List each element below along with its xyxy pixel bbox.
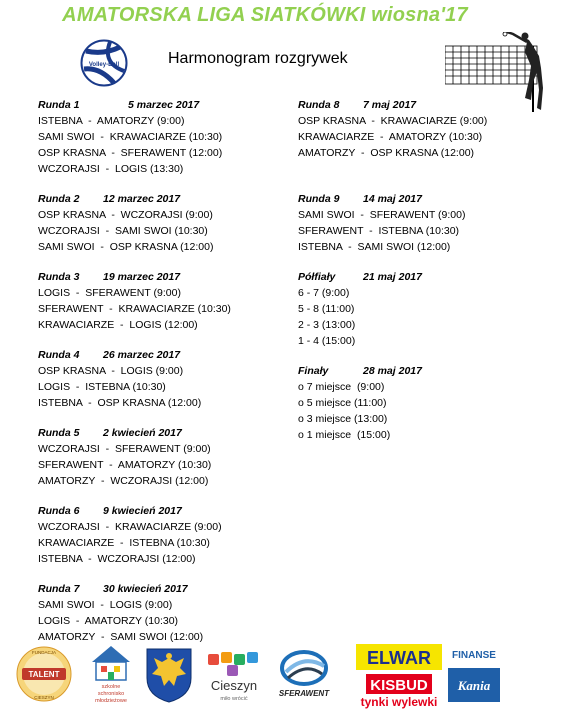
match-line: KRAWACIARZE - LOGIS (12:00) [38,319,198,331]
cieszyn-name: Cieszyn [210,678,258,693]
sponsor-logos [0,640,571,714]
round-date: 7 maj 2017 [363,99,417,111]
match-line: SAMI SWOI - OSP KRASNA (12:00) [38,241,214,253]
match-line: 2 - 3 (13:00) [298,319,356,331]
match-line: WCZORAJSI - LOGIS (13:30) [38,163,184,175]
szkolne-line3: młodzieżowe [95,698,127,704]
kisbud-logo [352,674,446,710]
round-date: 5 marzec 2017 [128,99,200,111]
kisbud-tagline: tynki wylewki [360,695,438,709]
match-line: ISTEBNA - AMATORZY (9:00) [38,115,185,127]
round-name: Runda 4 [38,349,80,361]
round-block [38,425,288,489]
round-block [38,97,288,177]
kisbud-name: KISBUD [370,677,428,694]
round-block [38,269,288,333]
round-block [298,97,558,161]
talent-name: TALENT [28,670,60,679]
match-line: o 1 miejsce (15:00) [298,429,391,441]
round-block [38,347,288,411]
round-block [38,503,288,567]
match-line: o 7 miejsce (9:00) [298,381,385,393]
round-date: 21 maj 2017 [363,271,422,283]
match-line: 1 - 4 (15:00) [298,335,356,347]
finanse-kania-logo [448,646,500,702]
match-line: SAMI SWOI - KRAWACIARZE (10:30) [38,131,223,143]
cieszyn-city-logo [202,650,266,704]
finanse-name: FINANSE [452,650,496,661]
round-block [298,363,558,443]
round-date: 19 marzec 2017 [103,271,181,283]
round-date: 9 kwiecień 2017 [103,505,182,517]
match-line: OSP KRASNA - SFERAWENT (12:00) [38,147,223,159]
match-line: SFERAWENT - AMATORZY (10:30) [38,459,212,471]
match-line: KRAWACIARZE - ISTEBNA (10:30) [38,537,210,549]
szkolne-schronisko-logo [88,640,134,706]
elwar-name: ELWAR [366,648,432,668]
match-line: WCZORAJSI - KRAWACIARZE (9:00) [38,521,222,533]
round-block [298,191,558,255]
szkolne-line1: szkolne [101,684,121,690]
ball-label: Volley-Ball [88,62,120,68]
coat-of-arms-logo [144,646,194,704]
talent-foundation-logo [16,644,72,704]
match-line: SFERAWENT - KRAWACIARZE (10:30) [38,303,231,315]
match-line: AMATORZY - SAMI SWOI (12:00) [38,631,204,643]
round-name: Runda 8 [298,99,340,111]
round-block [298,269,558,349]
round-name: Runda 9 [298,193,340,205]
round-date: 26 marzec 2017 [103,349,181,361]
match-line: OSP KRASNA - KRAWACIARZE (9:00) [298,115,488,127]
match-line: SAMI SWOI - LOGIS (9:00) [38,599,173,611]
finanse-sub: Kania [457,678,491,693]
round-date: 2 kwiecień 2017 [103,427,182,439]
cieszyn-tagline: miło wrócić [220,696,248,702]
match-line: 5 - 8 (11:00) [298,303,355,315]
match-line: LOGIS - AMATORZY (10:30) [38,615,179,627]
round-name: Finały [298,365,329,377]
round-name: Runda 6 [38,505,80,517]
elwar-logo [356,644,442,670]
match-line: SFERAWENT - ISTEBNA (10:30) [298,225,460,237]
match-line: AMATORZY - OSP KRASNA (12:00) [298,147,475,159]
volleyball-icon [80,39,128,87]
page-subtitle: Harmonogram rozgrywek [168,50,348,67]
round-name: Runda 2 [38,193,80,205]
match-line: ISTEBNA - OSP KRASNA (12:00) [38,397,202,409]
round-name: Runda 5 [38,427,80,439]
match-line: o 3 miejsce (13:00) [298,413,388,425]
sferawent-name: SFERAWENT [278,689,330,698]
match-line: SAMI SWOI - SFERAWENT (9:00) [298,209,466,221]
match-line: ISTEBNA - SAMI SWOI (12:00) [298,241,451,253]
sferawent-logo [272,648,336,704]
round-name: Runda 7 [38,583,80,595]
match-line: ISTEBNA - WCZORAJSI (12:00) [38,553,196,565]
match-line: LOGIS - ISTEBNA (10:30) [38,381,166,393]
talent-arc-top: FUNDACJA [31,650,57,655]
round-name: Półfiały [298,271,336,283]
round-block [38,191,288,255]
round-name: Runda 3 [38,271,80,283]
page-title: AMATORSKA LIGA SIATKÓWKI wiosna'17 [62,4,468,26]
match-line: AMATORZY - WCZORAJSI (12:00) [38,475,209,487]
match-line: LOGIS - SFERAWENT (9:00) [38,287,181,299]
match-line: OSP KRASNA - LOGIS (9:00) [38,365,184,377]
match-line: o 5 miejsce (11:00) [298,397,387,409]
match-line: 6 - 7 (9:00) [298,287,350,299]
round-block [38,581,288,645]
round-date: 14 maj 2017 [363,193,422,205]
round-date: 12 marzec 2017 [103,193,181,205]
round-date: 30 kwiecień 2017 [103,583,188,595]
talent-arc-bottom: CIESZYN [34,695,54,700]
match-line: OSP KRASNA - WCZORAJSI (9:00) [38,209,213,221]
schedule-right-column [298,97,558,443]
match-line: KRAWACIARZE - AMATORZY (10:30) [298,131,483,143]
szkolne-line2: schronisko [97,691,125,697]
match-line: WCZORAJSI - SFERAWENT (9:00) [38,443,211,455]
round-date: 28 maj 2017 [363,365,422,377]
match-line: WCZORAJSI - SAMI SWOI (10:30) [38,225,208,237]
round-name: Runda 1 [38,99,80,111]
schedule-left-column [38,97,288,645]
